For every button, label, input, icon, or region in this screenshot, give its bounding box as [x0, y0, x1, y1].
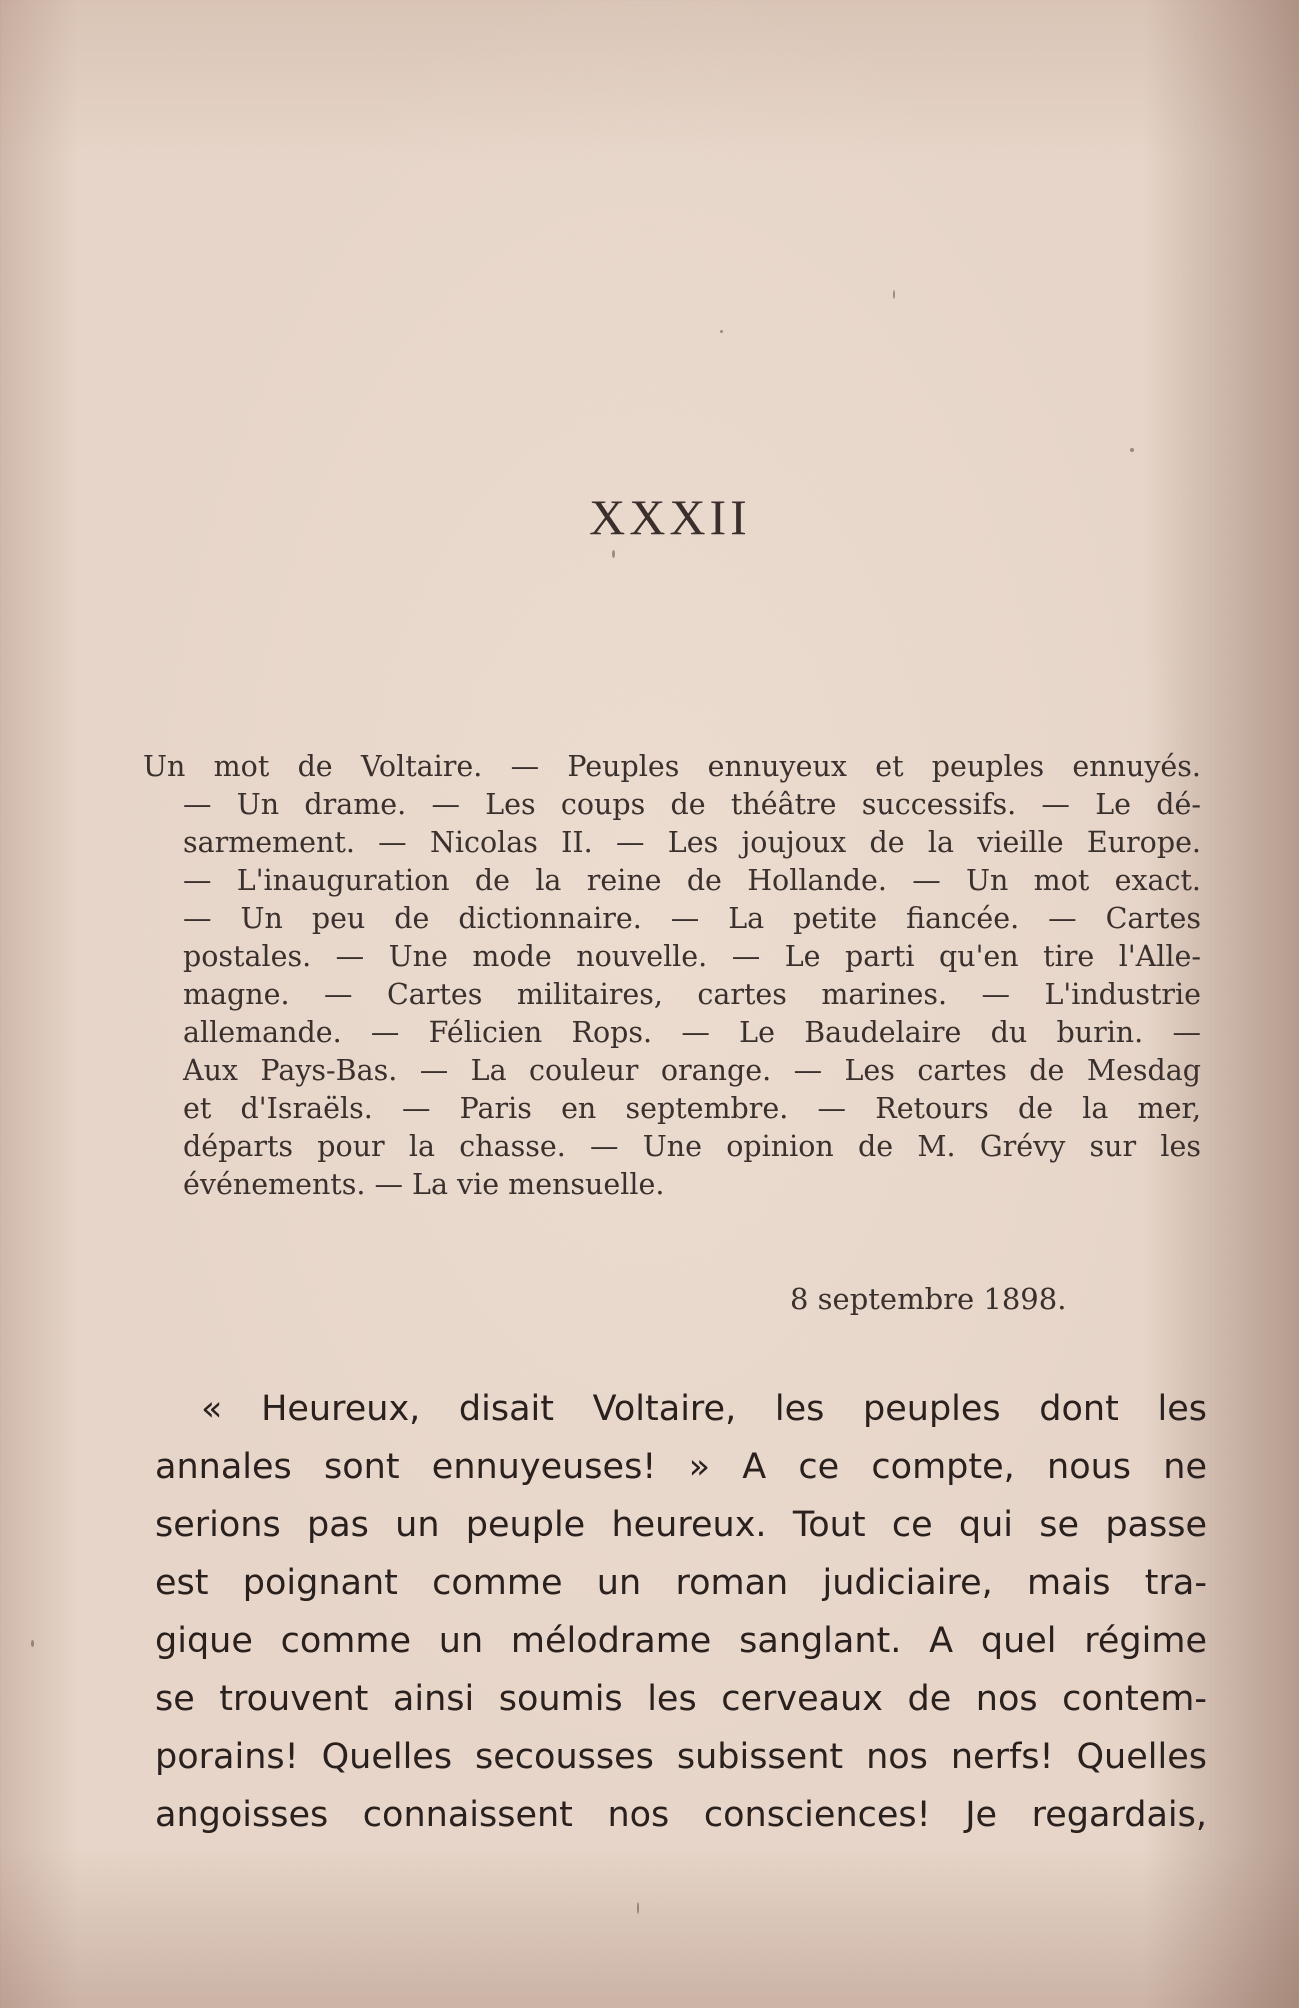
summary-line: événements. — La vie mensuelle. — [183, 1168, 665, 1201]
body-line: est poignant comme un roman judiciaire, mais tra- — [155, 1563, 1207, 1603]
chapter-number: XXXII — [589, 489, 751, 545]
summary-line: Un mot de Voltaire. — Peuples ennuyeux et peuples ennuyés. — [143, 750, 1201, 783]
summary-line: — L'inauguration de la reine de Hollande. — Un mot exact. — [183, 864, 1201, 897]
summary-line: — Un drame. — Les coups de théâtre successifs. — Le dé- — [183, 788, 1201, 821]
body-line: serions pas un peuple heureux. Tout ce qui se passe — [155, 1505, 1207, 1545]
dateline: 8 septembre 1898. — [790, 1282, 1067, 1316]
summary-line: allemande. — Félicien Rops. — Le Baudelaire du burin. — — [183, 1016, 1201, 1049]
summary-line: Aux Pays-Bas. — La couleur orange. — Les cartes de Mesdag — [183, 1054, 1201, 1087]
summary-line: sarmement. — Nicolas II. — Les joujoux de la vieille Europe. — [183, 826, 1201, 859]
summary-line: départs pour la chasse. — Une opinion de M. Grévy sur les — [183, 1130, 1201, 1163]
summary-line: postales. — Une mode nouvelle. — Le parti qu'en tire l'Alle- — [183, 940, 1201, 973]
paper-speck — [1130, 448, 1134, 452]
body-line: se trouvent ainsi soumis les cerveaux de nos contem- — [155, 1679, 1207, 1719]
summary-line: et d'Israëls. — Paris en septembre. — Retours de la mer, — [183, 1092, 1201, 1125]
summary-line: magne. — Cartes militaires, cartes marines. — L'industrie — [183, 978, 1201, 1011]
body-line: angoisses connaissent nos consciences! Je regardais, — [155, 1795, 1207, 1835]
chapter-summary — [143, 748, 1201, 1204]
paper-speck — [31, 1640, 34, 1647]
paper-speck — [612, 550, 615, 558]
body-line: porains! Quelles secousses subissent nos nerfs! Quelles — [155, 1737, 1207, 1777]
body-text — [155, 1380, 1207, 1844]
body-line: « Heureux, disait Voltaire, les peuples dont les — [201, 1389, 1207, 1429]
paper-speck — [637, 1902, 639, 1914]
paper-speck — [893, 290, 895, 299]
body-line: annales sont ennuyeuses! » A ce compte, nous ne — [155, 1447, 1207, 1487]
summary-line: — Un peu de dictionnaire. — La petite fiancée. — Cartes — [183, 902, 1201, 935]
body-line: gique comme un mélodrame sanglant. A quel régime — [155, 1621, 1207, 1661]
paper-speck — [720, 330, 723, 333]
